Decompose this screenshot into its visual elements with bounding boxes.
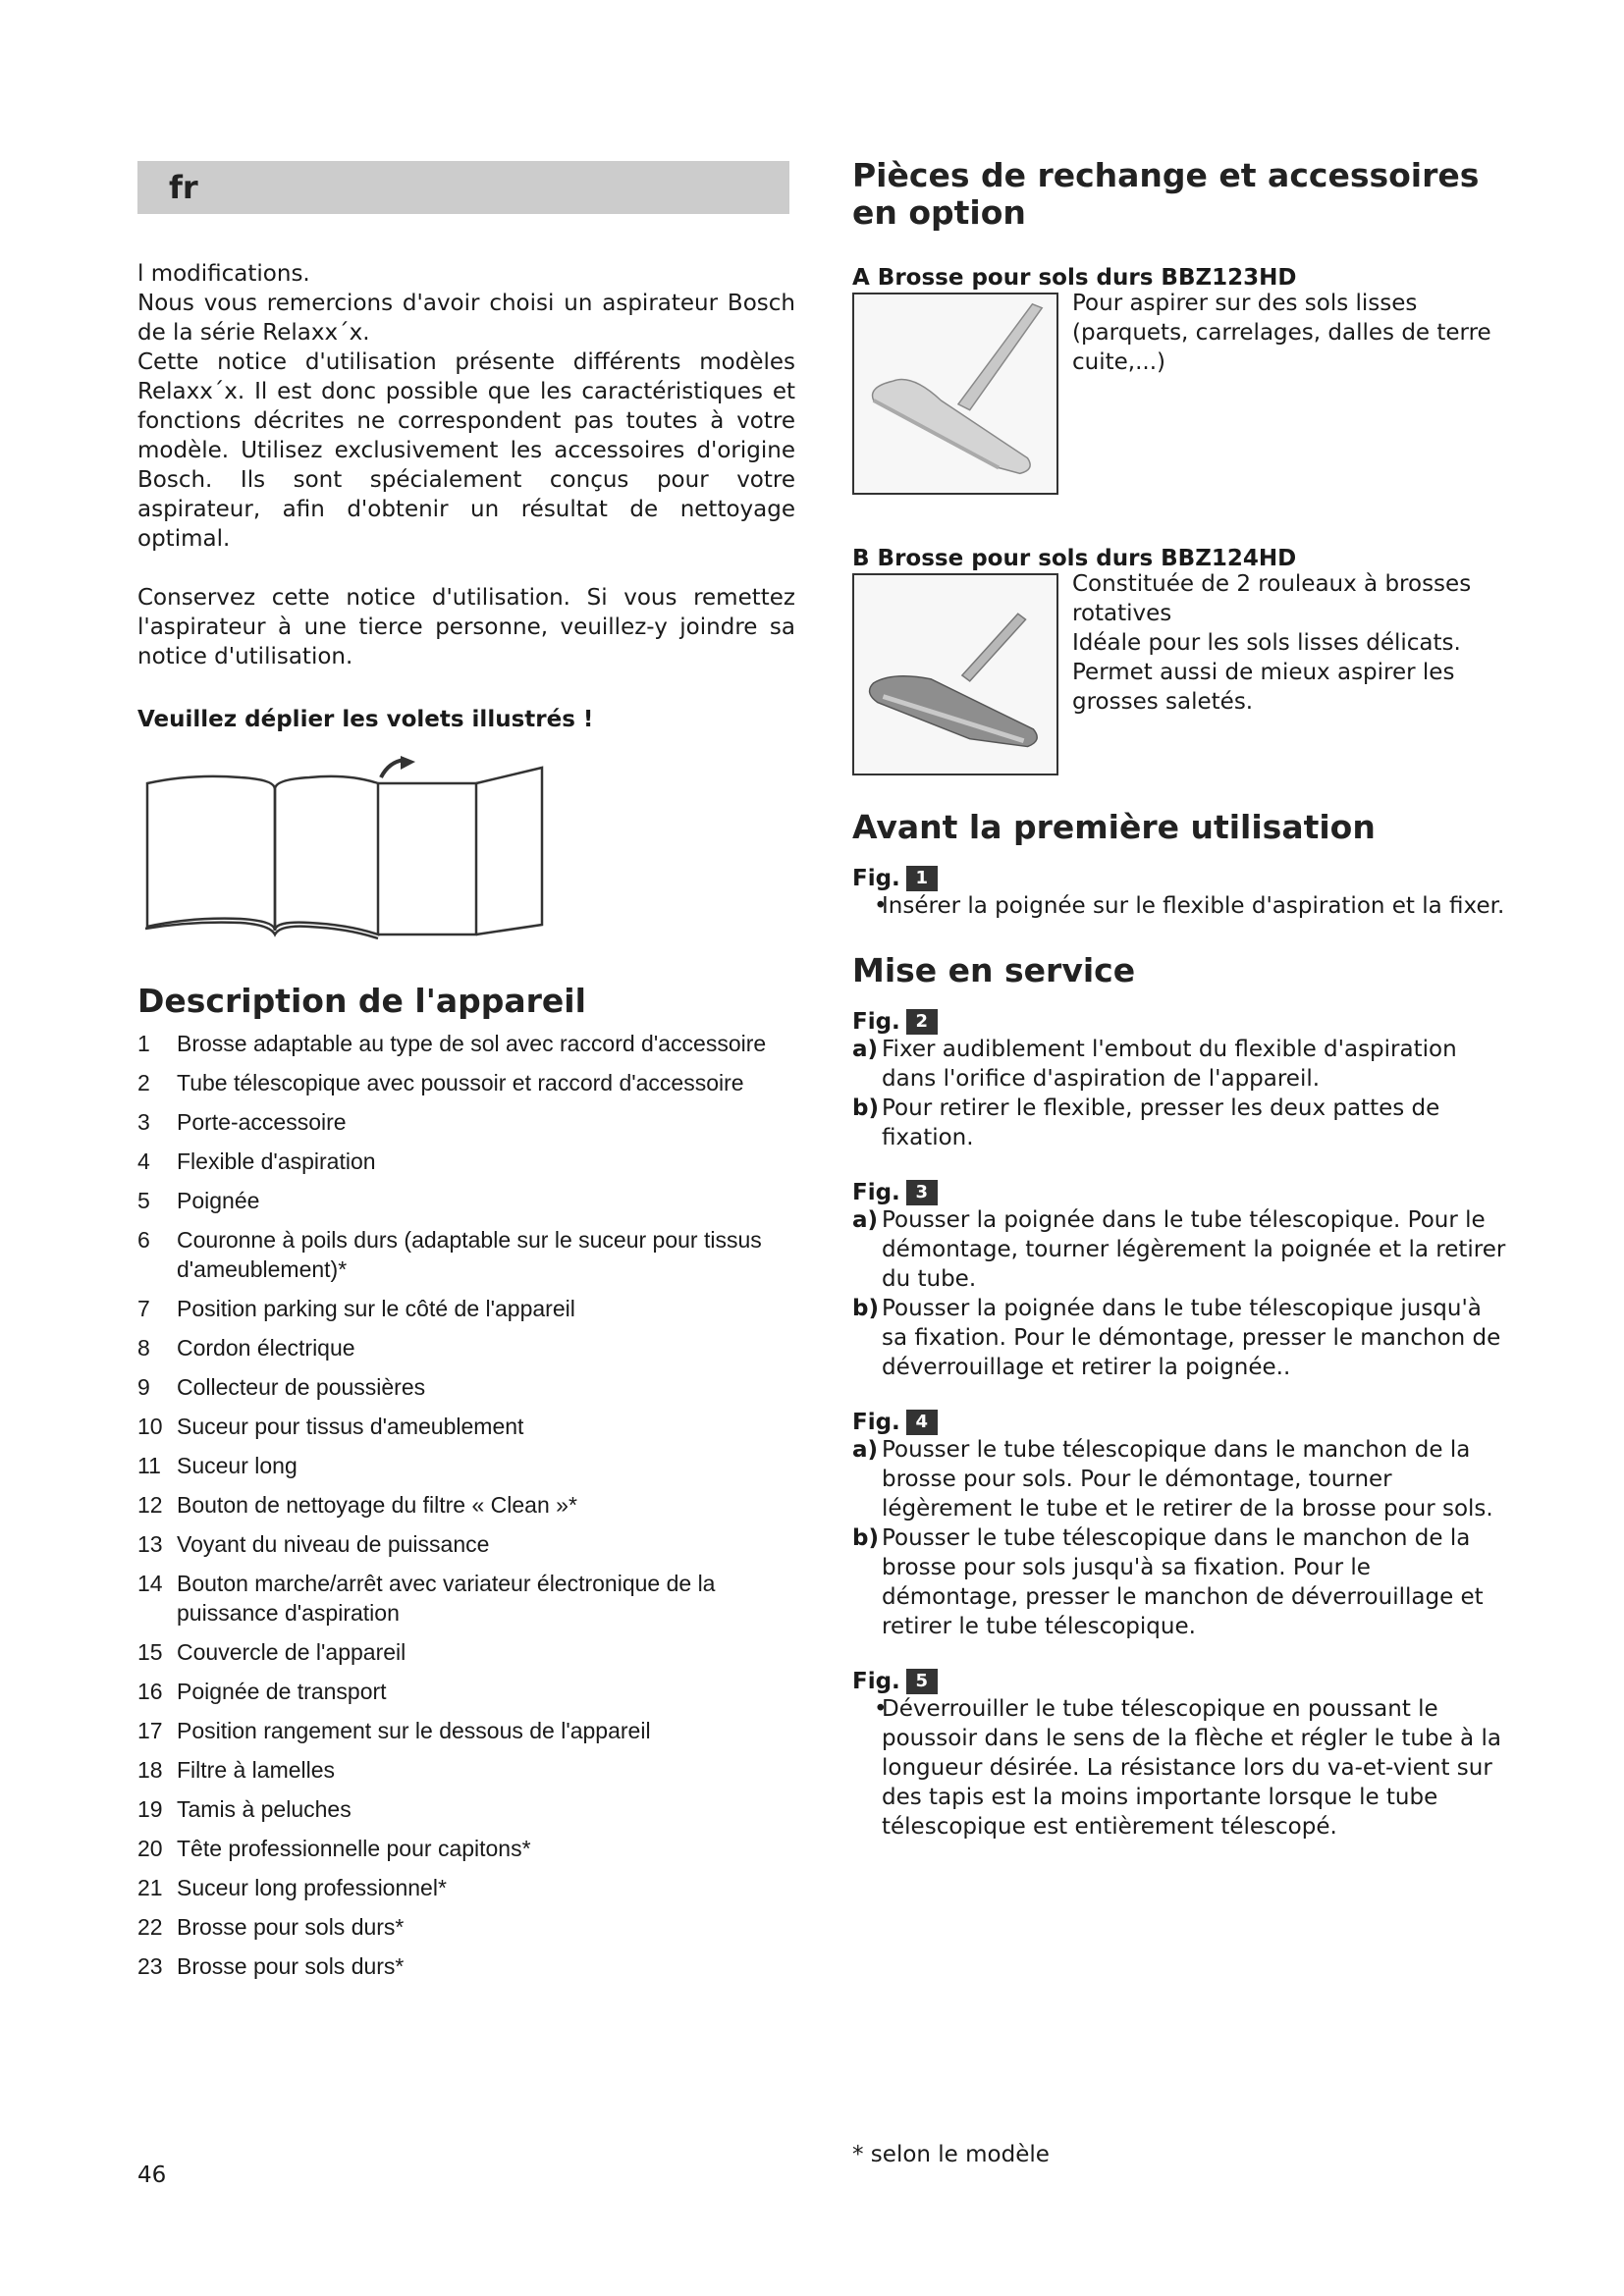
list-item: 18 Filtre à lamelles [137,1757,336,1783]
figure-number-badge: 3 [906,1180,938,1205]
list-item: 2 Tube télescopique avec poussoir et raccord d'accessoire [137,1070,744,1095]
intro-section [137,259,795,734]
list-item: 4 Flexible d'aspiration [137,1148,376,1174]
instruction-step: a) Fixer audiblement l'embout du flexible d'aspiration dans l'orifice d'aspiration de l'appareil. [852,1037,1457,1092]
accessory-b [852,573,1510,775]
unfold-instruction: Veuillez déplier les volets illustrés ! [137,707,594,732]
list-item: 1 Brosse adaptable au type de sol avec raccord d'accessoire [137,1031,767,1056]
hard-floor-brush-a-image [852,293,1058,495]
operation-title: Mise en service [852,951,1136,989]
figure-number-badge: 1 [906,866,938,891]
list-item: 6 Couronne à poils durs (adaptable sur le suceur pour tissus d'ameublement)* [137,1227,762,1282]
figure-number-badge: 2 [906,1009,938,1035]
list-item: 13 Voyant du niveau de puissance [137,1531,490,1557]
list-item: 20 Tête professionnelle pour capitons* [137,1836,531,1861]
page-number: 46 [137,2163,167,2188]
accessories-title: Pièces de rechange et accessoires en option [852,156,1480,232]
figure-label: Fig. 3 [852,1180,1510,1205]
language-tag: fr [169,169,198,206]
component-list [137,1029,805,1991]
list-item: 22 Brosse pour sols durs* [137,1914,405,1940]
language-header [137,161,789,214]
instruction-step: a) Pousser la poignée dans le tube télescopique. Pour le démontage, tourner légèrement la poignée et la retirer du tube. [852,1207,1506,1292]
instruction-step: b) Pour retirer le flexible, presser les deux pattes de fixation. [852,1095,1440,1150]
intro-paragraph: Cette notice d'utilisation présente différents modèles Relaxx´x. Il est donc possible que les caractéristiques et fonctions décrites ne correspondent pas toutes à votre modèle. Utilisez exclusivement les accessoires d'origine Bosch. Ils sont spécialement conçus pour votre aspirateur, afin d'obtenir un résultat de nettoyage optimal. [137,349,795,552]
list-item: 5 Poignée [137,1188,260,1213]
accessory-b-description [1072,569,1510,775]
list-item: 16 Poignée de transport [137,1679,387,1704]
list-item: 3 Porte-accessoire [137,1109,347,1135]
accessory-a-title: A Brosse pour sols durs BBZ123HD [852,265,1297,291]
description-title: Description de l'appareil [137,982,586,1020]
list-item: 15 Couvercle de l'appareil [137,1639,406,1665]
right-column [852,157,1510,1842]
accessory-a [852,293,1510,495]
figure-label: Fig. 2 [852,1009,1510,1035]
list-item: 9 Collecteur de poussières [137,1374,426,1400]
accessory-a-description: Pour aspirer sur des sols lisses (parquets, carrelages, dalles de terre cuite,...) [1072,291,1491,375]
list-item: 21 Suceur long professionnel* [137,1875,447,1900]
list-item: 12 Bouton de nettoyage du filtre « Clean »* [137,1492,577,1518]
list-item: 8 Cordon électrique [137,1335,355,1361]
unfold-booklet-illustration [137,756,550,942]
figure-label: Fig. 1 [852,866,1510,891]
accessory-b-description-line: Constituée de 2 rouleaux à brosses rotatives [1072,571,1472,626]
footnote: * selon le modèle [852,2142,1050,2167]
figure-label: Fig. 4 [852,1410,1510,1435]
accessory-b-title: B Brosse pour sols durs BBZ124HD [852,546,1297,571]
figure-number-badge: 5 [906,1669,938,1694]
intro-paragraph: l modifications. [137,261,310,287]
hard-floor-brush-b-image [852,573,1058,775]
list-item: 17 Position rangement sur le dessous de l'appareil [137,1718,651,1743]
accessory-b-description-line: Idéale pour les sols lisses délicats. Permet aussi de mieux aspirer les grosses saletés. [1072,630,1461,715]
before-use-title: Avant la première utilisation [852,808,1376,846]
list-item: 19 Tamis à peluches [137,1796,352,1822]
instruction-step: a) Pousser le tube télescopique dans le manchon de la brosse pour sols. Pour le démontage, tourner légèrement le tube et le retirer de la brosse pour sols. [852,1437,1493,1522]
list-item: 14 Bouton marche/arrêt avec variateur électronique de la puissance d'aspiration [137,1571,716,1626]
intro-paragraph: Conservez cette notice d'utilisation. Si vous remettez l'aspirateur à une tierce personne, veuillez-y joindre sa notice d'utilisation. [137,585,795,669]
instruction-step: b) Pousser la poignée dans le tube télescopique jusqu'à sa fixation. Pour le démontage, presser le manchon de déverrouillage et retirer la poignée.. [852,1296,1501,1380]
instruction-step: • Insérer la poignée sur le flexible d'aspiration et la fixer. [852,891,1510,921]
list-item: 11 Suceur long [137,1453,298,1478]
list-item: 10 Suceur pour tissus d'ameublement [137,1414,524,1439]
instruction-step: b) Pousser le tube télescopique dans le manchon de la brosse pour sols jusqu'à sa fixation. Pour le démontage, presser le manchon de déverrouillage et retirer le tube télescopique. [852,1525,1484,1639]
list-item: 7 Position parking sur le côté de l'appareil [137,1296,575,1321]
list-item: 23 Brosse pour sols durs* [137,1953,405,1979]
figure-label: Fig. 5 [852,1669,1510,1694]
arrow-icon [401,756,415,770]
figure-number-badge: 4 [906,1410,938,1435]
intro-paragraph: Nous vous remercions d'avoir choisi un aspirateur Bosch de la série Relaxx´x. [137,291,795,346]
instruction-step: • Déverrouiller le tube télescopique en poussant le poussoir dans le sens de la flèche et régler le tube à la longueur désirée. La résistance lors du va-et-vient sur des tapis est la moins importante lorsque le tube télescopique est entièrement télescopé. [852,1694,1510,1842]
